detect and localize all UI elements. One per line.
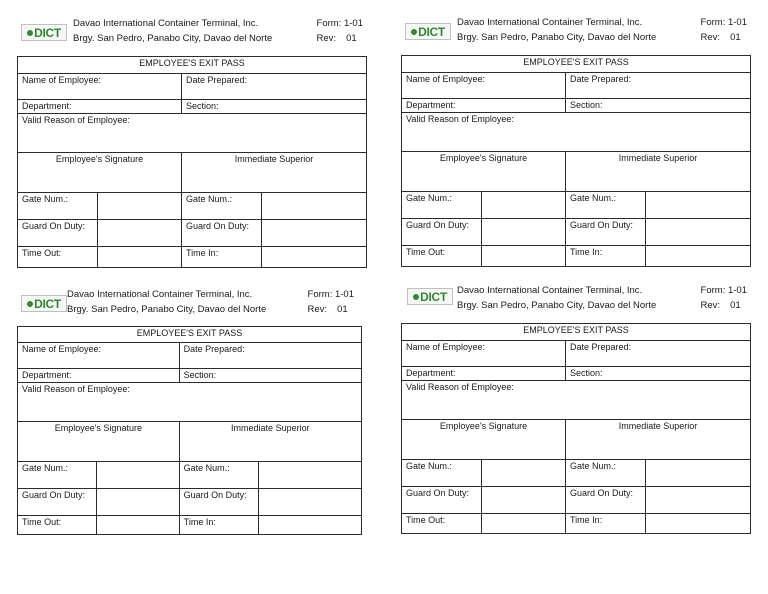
form-number-block bbox=[701, 283, 747, 313]
guard-out-input[interactable] bbox=[97, 489, 180, 516]
exit-pass-table bbox=[401, 323, 751, 534]
company-name: Davao International Container Terminal, Inc. bbox=[457, 17, 643, 28]
employee-signature-field[interactable]: Employee's Signature bbox=[18, 153, 182, 193]
section-field[interactable]: Section: bbox=[182, 100, 367, 114]
valid-reason-field[interactable]: Valid Reason of Employee: bbox=[402, 381, 751, 420]
department-field[interactable]: Department: bbox=[402, 99, 566, 113]
logo-dot-icon bbox=[413, 294, 419, 300]
gate-num-label: Gate Num.: bbox=[182, 193, 262, 220]
gate-num-in-input[interactable] bbox=[646, 192, 751, 219]
company-logo: DICT bbox=[21, 295, 67, 312]
form-number-block bbox=[317, 16, 363, 46]
time-in-label: Time In: bbox=[566, 246, 646, 267]
date-prepared-field[interactable]: Date Prepared: bbox=[566, 73, 751, 99]
company-logo: DICT bbox=[21, 24, 67, 41]
company-name: Davao International Container Terminal, Inc. bbox=[457, 285, 643, 296]
pass-header bbox=[401, 15, 751, 59]
name-of-employee-field[interactable]: Name of Employee: bbox=[402, 341, 566, 367]
guard-on-duty-label: Guard On Duty: bbox=[179, 489, 258, 516]
time-in-label: Time In: bbox=[182, 247, 262, 268]
company-info bbox=[73, 16, 272, 46]
department-field[interactable]: Department: bbox=[402, 367, 566, 381]
immediate-superior-field[interactable]: Immediate Superior bbox=[182, 153, 367, 193]
name-of-employee-field[interactable]: Name of Employee: bbox=[402, 73, 566, 99]
section-field[interactable]: Section: bbox=[179, 369, 361, 383]
immediate-superior-field[interactable]: Immediate Superior bbox=[179, 422, 361, 462]
time-in-input[interactable] bbox=[646, 246, 751, 267]
gate-num-in-input[interactable] bbox=[262, 193, 367, 220]
form-title: EMPLOYEE'S EXIT PASS bbox=[402, 56, 751, 73]
time-out-label: Time Out: bbox=[18, 516, 97, 535]
employee-signature-field[interactable]: Employee's Signature bbox=[18, 422, 180, 462]
guard-in-input[interactable] bbox=[262, 220, 367, 247]
form-title: EMPLOYEE'S EXIT PASS bbox=[402, 324, 751, 341]
form-number: Form: 1-01 bbox=[700, 285, 747, 296]
time-in-input[interactable] bbox=[258, 516, 361, 535]
time-out-label: Time Out: bbox=[402, 514, 482, 534]
time-out-label: Time Out: bbox=[402, 246, 482, 267]
valid-reason-field[interactable]: Valid Reason of Employee: bbox=[18, 114, 367, 153]
date-prepared-field[interactable]: Date Prepared: bbox=[182, 74, 367, 100]
exit-pass-top-left bbox=[17, 16, 367, 258]
pass-header bbox=[17, 16, 367, 60]
rev-label: Rev: bbox=[307, 304, 328, 315]
guard-in-input[interactable] bbox=[646, 219, 751, 246]
guard-out-input[interactable] bbox=[482, 487, 566, 514]
guard-on-duty-label: Guard On Duty: bbox=[18, 489, 97, 516]
logo-dot-icon bbox=[411, 29, 417, 35]
guard-out-input[interactable] bbox=[98, 220, 182, 247]
rev-value: 01 bbox=[337, 304, 348, 315]
time-in-label: Time In: bbox=[566, 514, 646, 534]
date-prepared-field[interactable]: Date Prepared: bbox=[179, 343, 361, 369]
rev-value: 01 bbox=[730, 300, 741, 311]
pass-header bbox=[17, 287, 362, 331]
date-prepared-field[interactable]: Date Prepared: bbox=[566, 341, 751, 367]
guard-on-duty-label: Guard On Duty: bbox=[18, 220, 98, 247]
time-out-label: Time Out: bbox=[18, 247, 98, 268]
exit-pass-table bbox=[17, 326, 362, 535]
gate-num-label: Gate Num.: bbox=[566, 460, 646, 487]
immediate-superior-field[interactable]: Immediate Superior bbox=[566, 420, 751, 460]
exit-pass-bottom-left bbox=[17, 287, 362, 527]
section-field[interactable]: Section: bbox=[566, 99, 751, 113]
rev-label: Rev: bbox=[700, 32, 721, 43]
guard-on-duty-label: Guard On Duty: bbox=[402, 219, 482, 246]
gate-num-label: Gate Num.: bbox=[18, 462, 97, 489]
exit-pass-bottom-right bbox=[401, 283, 751, 525]
logo-dot-icon bbox=[27, 30, 33, 36]
rev-label: Rev: bbox=[700, 300, 721, 311]
section-field[interactable]: Section: bbox=[566, 367, 751, 381]
valid-reason-field[interactable]: Valid Reason of Employee: bbox=[18, 383, 362, 422]
company-name: Davao International Container Terminal, Inc. bbox=[67, 289, 253, 300]
time-in-input[interactable] bbox=[646, 514, 751, 534]
time-out-input[interactable] bbox=[98, 247, 182, 268]
guard-on-duty-label: Guard On Duty: bbox=[402, 487, 482, 514]
rev-value: 01 bbox=[730, 32, 741, 43]
valid-reason-field[interactable]: Valid Reason of Employee: bbox=[402, 113, 751, 152]
company-address: Brgy. San Pedro, Panabo City, Davao del Norte bbox=[73, 33, 273, 44]
company-address: Brgy. San Pedro, Panabo City, Davao del Norte bbox=[457, 300, 657, 311]
guard-out-input[interactable] bbox=[482, 219, 566, 246]
company-info bbox=[67, 287, 266, 317]
name-of-employee-field[interactable]: Name of Employee: bbox=[18, 343, 180, 369]
gate-num-out-input[interactable] bbox=[98, 193, 182, 220]
exit-pass-table bbox=[17, 56, 367, 268]
gate-num-out-input[interactable] bbox=[482, 460, 566, 487]
guard-in-input[interactable] bbox=[646, 487, 751, 514]
employee-signature-field[interactable]: Employee's Signature bbox=[402, 420, 566, 460]
company-info bbox=[457, 283, 656, 313]
logo-dot-icon bbox=[27, 301, 33, 307]
name-of-employee-field[interactable]: Name of Employee: bbox=[18, 74, 182, 100]
form-number: Form: 1-01 bbox=[700, 17, 747, 28]
form-number: Form: 1-01 bbox=[316, 18, 363, 29]
company-address: Brgy. San Pedro, Panabo City, Davao del Norte bbox=[457, 32, 657, 43]
company-info bbox=[457, 15, 656, 45]
gate-num-label: Gate Num.: bbox=[18, 193, 98, 220]
guard-in-input[interactable] bbox=[258, 489, 361, 516]
time-in-input[interactable] bbox=[262, 247, 367, 268]
form-title: EMPLOYEE'S EXIT PASS bbox=[18, 327, 362, 343]
rev-value: 01 bbox=[346, 33, 357, 44]
company-logo: DICT bbox=[405, 23, 451, 40]
form-number-block bbox=[308, 287, 354, 317]
company-name: Davao International Container Terminal, Inc. bbox=[73, 18, 259, 29]
gate-num-label: Gate Num.: bbox=[566, 192, 646, 219]
form-title: EMPLOYEE'S EXIT PASS bbox=[18, 57, 367, 74]
department-field[interactable]: Department: bbox=[18, 100, 182, 114]
time-out-input[interactable] bbox=[482, 514, 566, 534]
guard-on-duty-label: Guard On Duty: bbox=[566, 487, 646, 514]
company-logo: DICT bbox=[407, 288, 453, 305]
rev-label: Rev: bbox=[316, 33, 337, 44]
exit-pass-top-right bbox=[401, 15, 751, 257]
immediate-superior-field[interactable]: Immediate Superior bbox=[566, 152, 751, 192]
gate-num-label: Gate Num.: bbox=[179, 462, 258, 489]
time-in-label: Time In: bbox=[179, 516, 258, 535]
department-field[interactable]: Department: bbox=[18, 369, 180, 383]
company-address: Brgy. San Pedro, Panabo City, Davao del Norte bbox=[67, 304, 267, 315]
gate-num-out-input[interactable] bbox=[97, 462, 180, 489]
gate-num-label: Gate Num.: bbox=[402, 460, 482, 487]
employee-signature-field[interactable]: Employee's Signature bbox=[402, 152, 566, 192]
guard-on-duty-label: Guard On Duty: bbox=[182, 220, 262, 247]
exit-pass-table bbox=[401, 55, 751, 267]
time-out-input[interactable] bbox=[482, 246, 566, 267]
gate-num-label: Gate Num.: bbox=[402, 192, 482, 219]
gate-num-out-input[interactable] bbox=[482, 192, 566, 219]
gate-num-in-input[interactable] bbox=[258, 462, 361, 489]
pass-header bbox=[401, 283, 751, 327]
time-out-input[interactable] bbox=[97, 516, 180, 535]
gate-num-in-input[interactable] bbox=[646, 460, 751, 487]
guard-on-duty-label: Guard On Duty: bbox=[566, 219, 646, 246]
form-number: Form: 1-01 bbox=[307, 289, 354, 300]
form-number-block bbox=[701, 15, 747, 45]
